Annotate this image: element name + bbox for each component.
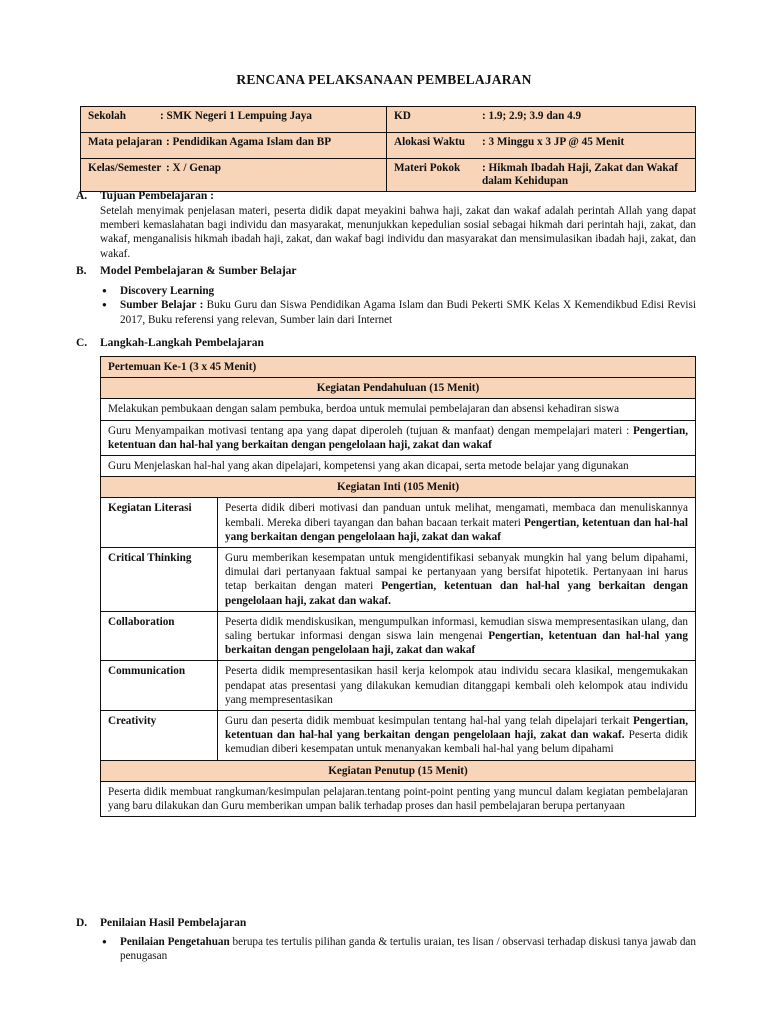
collaboration-text: Peserta didik mendiskusikan, mengumpulkan informasi, kemudian siswa mempresentasikan ulang, dan saling bertukar informasi dengan siswa lain mengenai — [225, 615, 688, 643]
penutup-header: Kegiatan Penutup (15 Menit) — [101, 760, 696, 781]
literasi-bold: Pengertian, ketentuan dan hal-hal yang berkaitan dengan pengelolaan haji, zakat dan wakaf — [225, 516, 688, 543]
penilaian-pengetahuan-label: Penilaian Pengetahuan — [120, 936, 230, 948]
section-d-list — [100, 935, 696, 964]
discovery-learning: Discovery Learning — [120, 285, 215, 297]
creativity-bold: Pengertian, ketentuan dan hal-hal yang berkaitan dengan pengelolaan haji, zakat dan wakaf. — [225, 715, 688, 742]
mapel-label: Mata pelajaran — [88, 136, 163, 148]
section-a-text: Setelah menyimak penjelasan materi, peserta didik dapat meyakini bahwa haji, zakat dan wakaf adalah perintah Allah yang dapat memberi kemaslahatan bagi individu dan masyarakat, menunjukkan kepedulian sosial sebagai hikmah dari perintah haji, zakat, dan wakaf, menganalisis hikmah ibadah haji, zakat, dan wakaf bagi individu dan masyarakat dan mensimulasikan ibadah haji, zakat, dan wakaf. — [100, 205, 696, 260]
kelas-label: Kelas/Semester — [88, 162, 162, 174]
kd-value: : 1.9; 2.9; 3.9 dan 4.9 — [482, 110, 582, 122]
materi-value: : Hikmah Ibadah Haji, Zakat dan Wakaf dalam Kehidupan — [482, 162, 678, 187]
list-item — [100, 298, 696, 327]
kelas-cell — [81, 159, 387, 192]
section-a-heading — [76, 190, 214, 202]
section-a-title: Tujuan Pembelajaran : — [100, 190, 214, 202]
list-item — [100, 284, 696, 298]
sumber-belajar-text: Buku Guru dan Siswa Pendidikan Agama Islam dan Budi Pekerti SMK Kelas X Kemendikbud Edisi Revisi 2017, Buku referensi yang relevan, Sumber lain dari Internet — [120, 299, 697, 326]
critical-thinking-bold: Pengertian, ketentuan dan hal-hal yang berkaitan dengan pengelolaan haji, zakat dan wakaf. — [225, 580, 688, 607]
kd-label: KD — [394, 110, 411, 122]
section-c-title: Langkah-Langkah Pembelajaran — [100, 337, 264, 349]
pendahuluan-row-2-text: Guru Menyampaikan motivasi tentang apa yang dapat diperoleh (tujuan & manfaat) dengan mempelajari materi : — [108, 424, 633, 437]
section-c-heading — [76, 337, 264, 349]
steps-table — [100, 356, 696, 817]
section-c-letter: C. — [76, 337, 88, 349]
creativity-text-2: Peserta didik kemudian diberi kesempatan untuk menanyakan kembali hal-hal yang belum dipahami — [225, 729, 688, 756]
section-b-letter: B. — [76, 265, 87, 277]
literasi-content — [218, 498, 696, 548]
alokasi-label: Alokasi Waktu — [394, 136, 465, 148]
mapel-cell — [81, 133, 387, 159]
section-b-list — [100, 284, 696, 327]
page-title: RENCANA PELAKSANAAN PEMBELAJARAN — [236, 72, 532, 87]
pendahuluan-header: Kegiatan Pendahuluan (15 Menit) — [101, 378, 696, 399]
section-d-heading — [76, 917, 246, 929]
section-d-letter: D. — [76, 917, 88, 929]
section-b-title: Model Pembelajaran & Sumber Belajar — [100, 265, 297, 277]
kelas-value: : X / Genap — [166, 162, 222, 174]
sekolah-label: Sekolah — [88, 110, 126, 122]
sekolah-value: : SMK Negeri 1 Lempuing Jaya — [160, 110, 312, 122]
creativity-label: Creativity — [101, 711, 218, 761]
penutup-content: Peserta didik membuat rangkuman/kesimpulan pelajaran.tentang point-point penting yang muncul dalam kegiatan pembelajaran yang baru dilakukan dan Guru memberikan umpan balik terhadap proses dan hasil pembelajaran berupa pertanyaan — [101, 781, 696, 816]
collaboration-bold: Pengertian, ketentuan dan hal-hal yang berkaitan dengan pengelolaan haji, zakat dan wakaf — [225, 630, 688, 657]
alokasi-value: : 3 Minggu x 3 JP @ 45 Menit — [482, 136, 625, 148]
pendahuluan-row-3: Guru Menjelaskan hal-hal yang akan dipelajari, kompetensi yang akan dicapai, serta metode belajar yang digunakan — [101, 456, 696, 477]
section-d-title: Penilaian Hasil Pembelajaran — [100, 917, 247, 929]
penilaian-pengetahuan-text: berupa tes tertulis pilihan ganda & tertulis uraian, tes lisan / observasi terhadap diskusi tanya jawab dan penugasan — [120, 936, 696, 963]
pendahuluan-row-1: Melakukan pembukaan dengan salam pembuka, berdoa untuk memulai pembelajaran dan absensi kehadiran siswa — [101, 399, 696, 420]
kd-cell — [387, 107, 696, 133]
sumber-belajar-label: Sumber Belajar : — [120, 299, 204, 312]
literasi-label: Kegiatan Literasi — [101, 498, 218, 548]
alokasi-cell — [387, 133, 696, 159]
critical-thinking-label: Critical Thinking — [101, 548, 218, 612]
info-table — [80, 106, 696, 192]
materi-cell — [387, 159, 696, 192]
critical-thinking-content — [218, 548, 696, 612]
materi-label: Materi Pokok — [394, 162, 461, 174]
pendahuluan-row-2 — [101, 420, 696, 455]
list-item — [100, 935, 696, 964]
pendahuluan-row-2-bold: Pengertian, ketentuan dan hal-hal yang berkaitan dengan pengelolaan haji, zakat dan wakaf — [108, 424, 688, 451]
critical-thinking-text: Guru memberikan kesempatan untuk mengidentifikasi sebanyak mungkin hal yang belum dipahami, dimulai dari pertanyaan faktual sampai ke pertanyaan yang bersifat hipotetik. Pertanyaan ini harus tetap berkaitan dengan materi — [225, 552, 688, 593]
section-b-heading — [76, 265, 297, 277]
collaboration-label: Collaboration — [101, 611, 218, 661]
section-a-letter: A. — [76, 190, 88, 202]
creativity-text-1: Guru dan peserta didik membuat kesimpulan tentang hal-hal yang telah dipelajari terkait — [225, 715, 633, 728]
communication-content: Peserta didik mempresentasikan hasil kerja kelompok atau individu secara klasikal, mengemukakan pendapat atas presentasi yang dilakukan kemudian ditanggapi kembali oleh kelompok atau individu yang mempresentasikan — [218, 661, 696, 711]
sekolah-cell — [81, 107, 387, 133]
mapel-value: : Pendidikan Agama Islam dan BP — [166, 136, 332, 148]
creativity-content — [218, 711, 696, 761]
inti-header: Kegiatan Inti (105 Menit) — [101, 477, 696, 498]
collaboration-content — [218, 611, 696, 661]
communication-label: Communication — [101, 661, 218, 711]
pertemuan-header: Pertemuan Ke-1 (3 x 45 Menit) — [101, 357, 696, 378]
literasi-text: Peserta didik diberi motivasi dan panduan untuk melihat, mengamati, membaca dan menuliskannya kembali. Mereka diberi tayangan dan bahan bacaan terkait materi — [225, 502, 688, 529]
